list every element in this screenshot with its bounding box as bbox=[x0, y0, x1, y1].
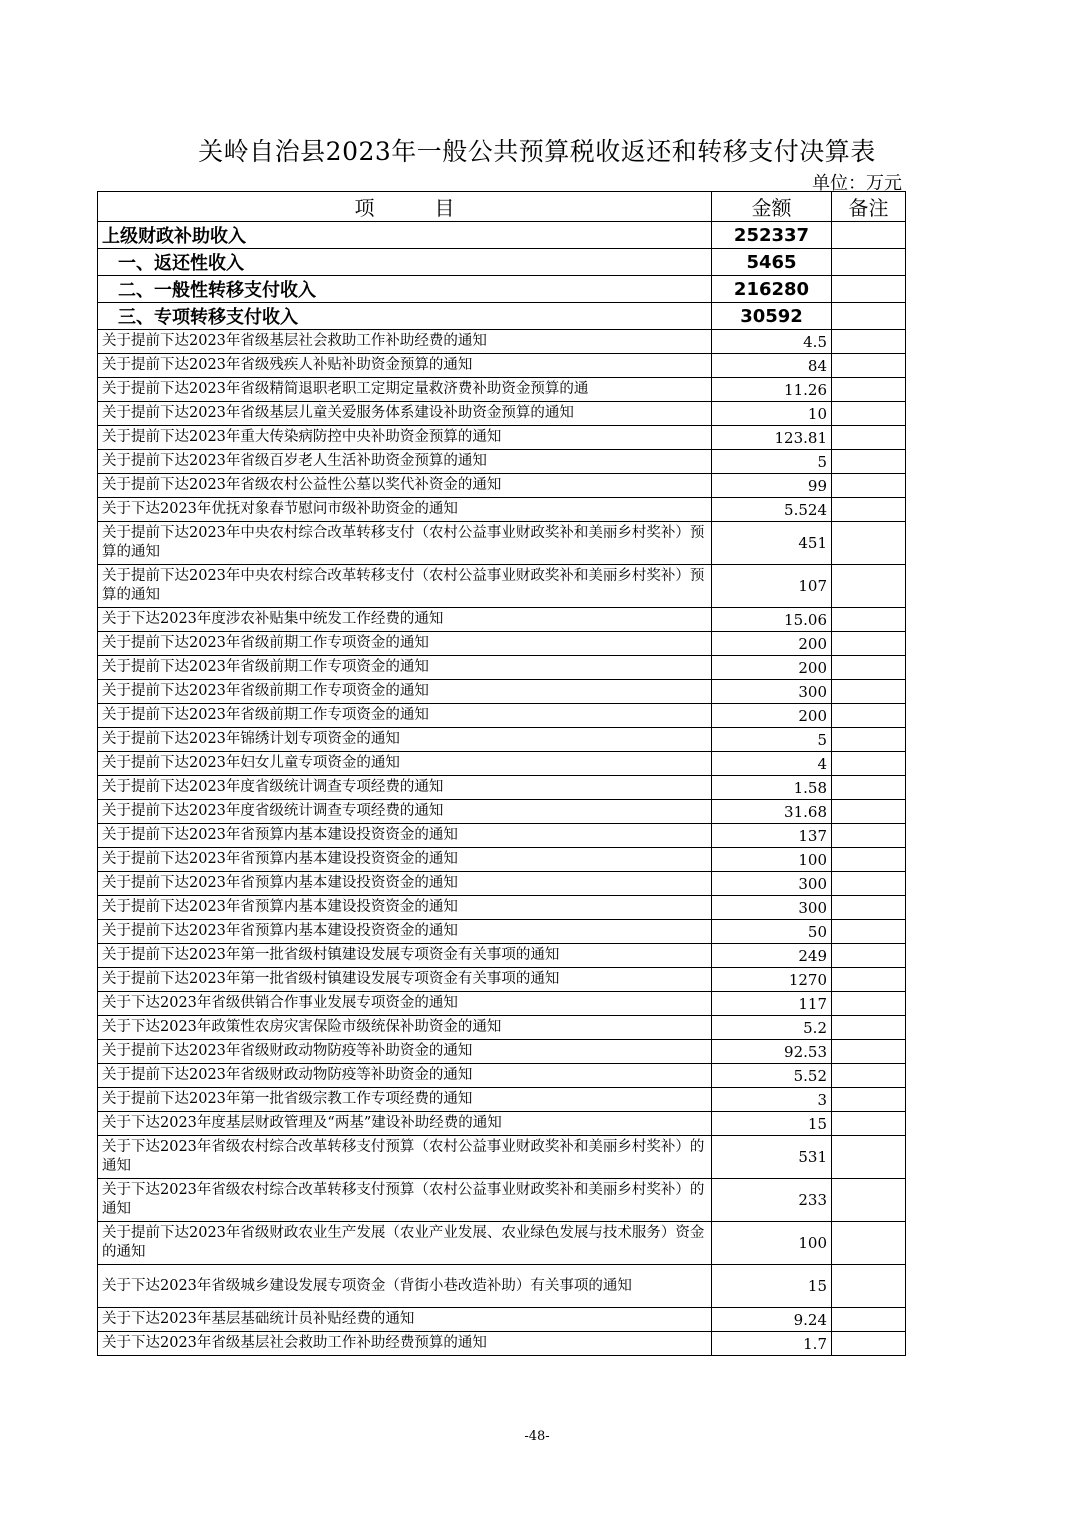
table-row bbox=[98, 450, 906, 474]
row-amount: 249 bbox=[712, 944, 832, 968]
row-note bbox=[832, 1040, 906, 1064]
row-note bbox=[832, 920, 906, 944]
summary-row bbox=[98, 222, 906, 249]
row-amount: 531 bbox=[712, 1136, 832, 1179]
row-amount: 300 bbox=[712, 680, 832, 704]
row-note bbox=[832, 1112, 906, 1136]
table-row bbox=[98, 1088, 906, 1112]
row-note bbox=[832, 992, 906, 1016]
row-note bbox=[832, 848, 906, 872]
row-name: 关于提前下达2023年度省级统计调查专项经费的通知 bbox=[98, 776, 712, 800]
table-row bbox=[98, 1222, 906, 1265]
table-row bbox=[98, 656, 906, 680]
row-amount: 5 bbox=[712, 728, 832, 752]
row-amount: 92.53 bbox=[712, 1040, 832, 1064]
row-amount: 233 bbox=[712, 1179, 832, 1222]
table-row bbox=[98, 565, 906, 608]
row-name: 关于下达2023年省级城乡建设发展专项资金（背街小巷改造补助）有关事项的通知 bbox=[98, 1265, 712, 1308]
row-name: 关于提前下达2023年度省级统计调查专项经费的通知 bbox=[98, 800, 712, 824]
table-row bbox=[98, 1136, 906, 1179]
summary-row bbox=[98, 276, 906, 303]
row-name: 关于提前下达2023年省级精简退职老职工定期定量救济费补助资金预算的通 bbox=[98, 378, 712, 402]
table-row bbox=[98, 968, 906, 992]
row-note bbox=[832, 1332, 906, 1356]
row-name: 关于下达2023年省级供销合作事业发展专项资金的通知 bbox=[98, 992, 712, 1016]
table-row bbox=[98, 1332, 906, 1356]
row-name: 关于提前下达2023年省级残疾人补贴补助资金预算的通知 bbox=[98, 354, 712, 378]
row-amount: 252337 bbox=[712, 222, 832, 249]
row-amount: 30592 bbox=[712, 303, 832, 330]
row-note bbox=[832, 824, 906, 848]
row-amount: 10 bbox=[712, 402, 832, 426]
row-amount: 3 bbox=[712, 1088, 832, 1112]
row-note bbox=[832, 565, 906, 608]
table-row bbox=[98, 728, 906, 752]
row-amount: 451 bbox=[712, 522, 832, 565]
row-amount: 31.68 bbox=[712, 800, 832, 824]
row-name: 关于提前下达2023年省级基层社会救助工作补助经费的通知 bbox=[98, 330, 712, 354]
table-row bbox=[98, 608, 906, 632]
row-note bbox=[832, 680, 906, 704]
table-row bbox=[98, 848, 906, 872]
row-note bbox=[832, 1136, 906, 1179]
row-name: 关于下达2023年省级农村综合改革转移支付预算（农村公益事业财政奖补和美丽乡村奖补）的通知 bbox=[98, 1179, 712, 1222]
summary-row bbox=[98, 303, 906, 330]
row-name: 关于下达2023年优抚对象春节慰问市级补助资金的通知 bbox=[98, 498, 712, 522]
row-name: 关于提前下达2023年省级财政动物防疫等补助资金的通知 bbox=[98, 1064, 712, 1088]
row-name: 关于提前下达2023年省预算内基本建设投资资金的通知 bbox=[98, 920, 712, 944]
row-name: 关于提前下达2023年中央农村综合改革转移支付（农村公益事业财政奖补和美丽乡村奖补）预算的通知 bbox=[98, 522, 712, 565]
row-note bbox=[832, 896, 906, 920]
row-note bbox=[832, 330, 906, 354]
page-number: -48- bbox=[524, 1429, 550, 1444]
row-name: 关于提前下达2023年省级财政动物防疫等补助资金的通知 bbox=[98, 1040, 712, 1064]
row-note bbox=[832, 378, 906, 402]
row-note bbox=[832, 728, 906, 752]
row-amount: 200 bbox=[712, 656, 832, 680]
header-note: 备注 bbox=[832, 192, 906, 222]
row-amount: 107 bbox=[712, 565, 832, 608]
table-row bbox=[98, 498, 906, 522]
row-name: 关于提前下达2023年第一批省级宗教工作专项经费的通知 bbox=[98, 1088, 712, 1112]
table-row bbox=[98, 944, 906, 968]
row-amount: 216280 bbox=[712, 276, 832, 303]
table-row bbox=[98, 992, 906, 1016]
row-name: 关于提前下达2023年省级财政农业生产发展（农业产业发展、农业绿色发展与技术服务）资金的通知 bbox=[98, 1222, 712, 1265]
row-name: 关于提前下达2023年省级前期工作专项资金的通知 bbox=[98, 680, 712, 704]
row-note bbox=[832, 776, 906, 800]
row-amount: 9.24 bbox=[712, 1308, 832, 1332]
row-name: 关于下达2023年省级基层社会救助工作补助经费预算的通知 bbox=[98, 1332, 712, 1356]
table-row bbox=[98, 824, 906, 848]
row-amount: 137 bbox=[712, 824, 832, 848]
table-row bbox=[98, 522, 906, 565]
row-amount: 1.7 bbox=[712, 1332, 832, 1356]
row-note bbox=[832, 1064, 906, 1088]
row-amount: 15 bbox=[712, 1265, 832, 1308]
row-name: 关于提前下达2023年省预算内基本建设投资资金的通知 bbox=[98, 824, 712, 848]
budget-table bbox=[97, 191, 906, 1356]
row-amount: 300 bbox=[712, 896, 832, 920]
row-note bbox=[832, 1088, 906, 1112]
row-note bbox=[832, 872, 906, 896]
table-row bbox=[98, 330, 906, 354]
header-amount: 金额 bbox=[712, 192, 832, 222]
row-amount: 99 bbox=[712, 474, 832, 498]
table-row bbox=[98, 680, 906, 704]
table-header-row bbox=[98, 192, 906, 222]
table-row bbox=[98, 354, 906, 378]
row-name: 关于下达2023年度基层财政管理及“两基”建设补助经费的通知 bbox=[98, 1112, 712, 1136]
table-row bbox=[98, 378, 906, 402]
row-amount: 50 bbox=[712, 920, 832, 944]
row-note bbox=[832, 498, 906, 522]
row-amount: 5.2 bbox=[712, 1016, 832, 1040]
table-row bbox=[98, 872, 906, 896]
row-name: 关于提前下达2023年省级农村公益性公墓以奖代补资金的通知 bbox=[98, 474, 712, 498]
table-row bbox=[98, 920, 906, 944]
row-name: 关于提前下达2023年省预算内基本建设投资资金的通知 bbox=[98, 848, 712, 872]
row-note bbox=[832, 704, 906, 728]
row-note bbox=[832, 1016, 906, 1040]
table-row bbox=[98, 1179, 906, 1222]
row-amount: 1.58 bbox=[712, 776, 832, 800]
table-row bbox=[98, 402, 906, 426]
row-name: 关于提前下达2023年省级前期工作专项资金的通知 bbox=[98, 656, 712, 680]
row-name: 关于提前下达2023年省级前期工作专项资金的通知 bbox=[98, 704, 712, 728]
table-row bbox=[98, 1112, 906, 1136]
row-name: 一、返还性收入 bbox=[98, 249, 712, 276]
row-amount: 5.524 bbox=[712, 498, 832, 522]
row-note bbox=[832, 752, 906, 776]
row-amount: 300 bbox=[712, 872, 832, 896]
table-row bbox=[98, 474, 906, 498]
row-amount: 117 bbox=[712, 992, 832, 1016]
table-row bbox=[98, 426, 906, 450]
row-note bbox=[832, 632, 906, 656]
row-name: 关于提前下达2023年省级基层儿童关爱服务体系建设补助资金预算的通知 bbox=[98, 402, 712, 426]
row-note bbox=[832, 426, 906, 450]
row-name: 关于提前下达2023年重大传染病防控中央补助资金预算的通知 bbox=[98, 426, 712, 450]
row-note bbox=[832, 1222, 906, 1265]
row-name: 关于提前下达2023年第一批省级村镇建设发展专项资金有关事项的通知 bbox=[98, 968, 712, 992]
row-note bbox=[832, 222, 906, 249]
row-note bbox=[832, 608, 906, 632]
row-name: 关于提前下达2023年省级百岁老人生活补助资金预算的通知 bbox=[98, 450, 712, 474]
row-note bbox=[832, 402, 906, 426]
row-name: 关于下达2023年基层基础统计员补贴经费的通知 bbox=[98, 1308, 712, 1332]
table-row bbox=[98, 896, 906, 920]
row-note bbox=[832, 656, 906, 680]
row-amount: 15 bbox=[712, 1112, 832, 1136]
row-note bbox=[832, 474, 906, 498]
row-name: 关于提前下达2023年第一批省级村镇建设发展专项资金有关事项的通知 bbox=[98, 944, 712, 968]
table-row bbox=[98, 704, 906, 728]
row-amount: 4.5 bbox=[712, 330, 832, 354]
row-note bbox=[832, 303, 906, 330]
page-title: 关岭自治县2023年一般公共预算税收返还和转移支付决算表 bbox=[198, 137, 876, 166]
row-amount: 100 bbox=[712, 1222, 832, 1265]
row-name: 关于下达2023年度涉农补贴集中统发工作经费的通知 bbox=[98, 608, 712, 632]
table-row bbox=[98, 1265, 906, 1308]
row-amount: 100 bbox=[712, 848, 832, 872]
table-row bbox=[98, 1308, 906, 1332]
row-name: 二、一般性转移支付收入 bbox=[98, 276, 712, 303]
table-row bbox=[98, 1016, 906, 1040]
row-name: 关于提前下达2023年省预算内基本建设投资资金的通知 bbox=[98, 872, 712, 896]
row-name: 关于提前下达2023年中央农村综合改革转移支付（农村公益事业财政奖补和美丽乡村奖补）预算的通知 bbox=[98, 565, 712, 608]
row-amount: 200 bbox=[712, 704, 832, 728]
row-note bbox=[832, 1179, 906, 1222]
row-name: 关于提前下达2023年锦绣计划专项资金的通知 bbox=[98, 728, 712, 752]
row-note bbox=[832, 249, 906, 276]
row-amount: 200 bbox=[712, 632, 832, 656]
row-amount: 5 bbox=[712, 450, 832, 474]
row-note bbox=[832, 1308, 906, 1332]
table-row bbox=[98, 632, 906, 656]
header-item: 项目 bbox=[98, 192, 712, 222]
row-note bbox=[832, 522, 906, 565]
table-row bbox=[98, 1040, 906, 1064]
row-amount: 123.81 bbox=[712, 426, 832, 450]
table-row bbox=[98, 776, 906, 800]
row-name: 三、专项转移支付收入 bbox=[98, 303, 712, 330]
table-row bbox=[98, 1064, 906, 1088]
row-name: 关于下达2023年政策性农房灾害保险市级统保补助资金的通知 bbox=[98, 1016, 712, 1040]
row-amount: 84 bbox=[712, 354, 832, 378]
row-name: 关于下达2023年省级农村综合改革转移支付预算（农村公益事业财政奖补和美丽乡村奖补）的通知 bbox=[98, 1136, 712, 1179]
table-row bbox=[98, 752, 906, 776]
row-amount: 11.26 bbox=[712, 378, 832, 402]
row-name: 关于提前下达2023年妇女儿童专项资金的通知 bbox=[98, 752, 712, 776]
row-note bbox=[832, 1265, 906, 1308]
row-note bbox=[832, 276, 906, 303]
summary-row bbox=[98, 249, 906, 276]
row-amount: 1270 bbox=[712, 968, 832, 992]
row-note bbox=[832, 968, 906, 992]
row-amount: 4 bbox=[712, 752, 832, 776]
row-name: 上级财政补助收入 bbox=[98, 222, 712, 249]
row-note bbox=[832, 944, 906, 968]
row-amount: 5465 bbox=[712, 249, 832, 276]
row-name: 关于提前下达2023年省预算内基本建设投资资金的通知 bbox=[98, 896, 712, 920]
unit-label: 单位：万元 bbox=[812, 173, 902, 194]
row-amount: 15.06 bbox=[712, 608, 832, 632]
row-note bbox=[832, 800, 906, 824]
row-name: 关于提前下达2023年省级前期工作专项资金的通知 bbox=[98, 632, 712, 656]
row-note bbox=[832, 354, 906, 378]
table-row bbox=[98, 800, 906, 824]
row-amount: 5.52 bbox=[712, 1064, 832, 1088]
row-note bbox=[832, 450, 906, 474]
